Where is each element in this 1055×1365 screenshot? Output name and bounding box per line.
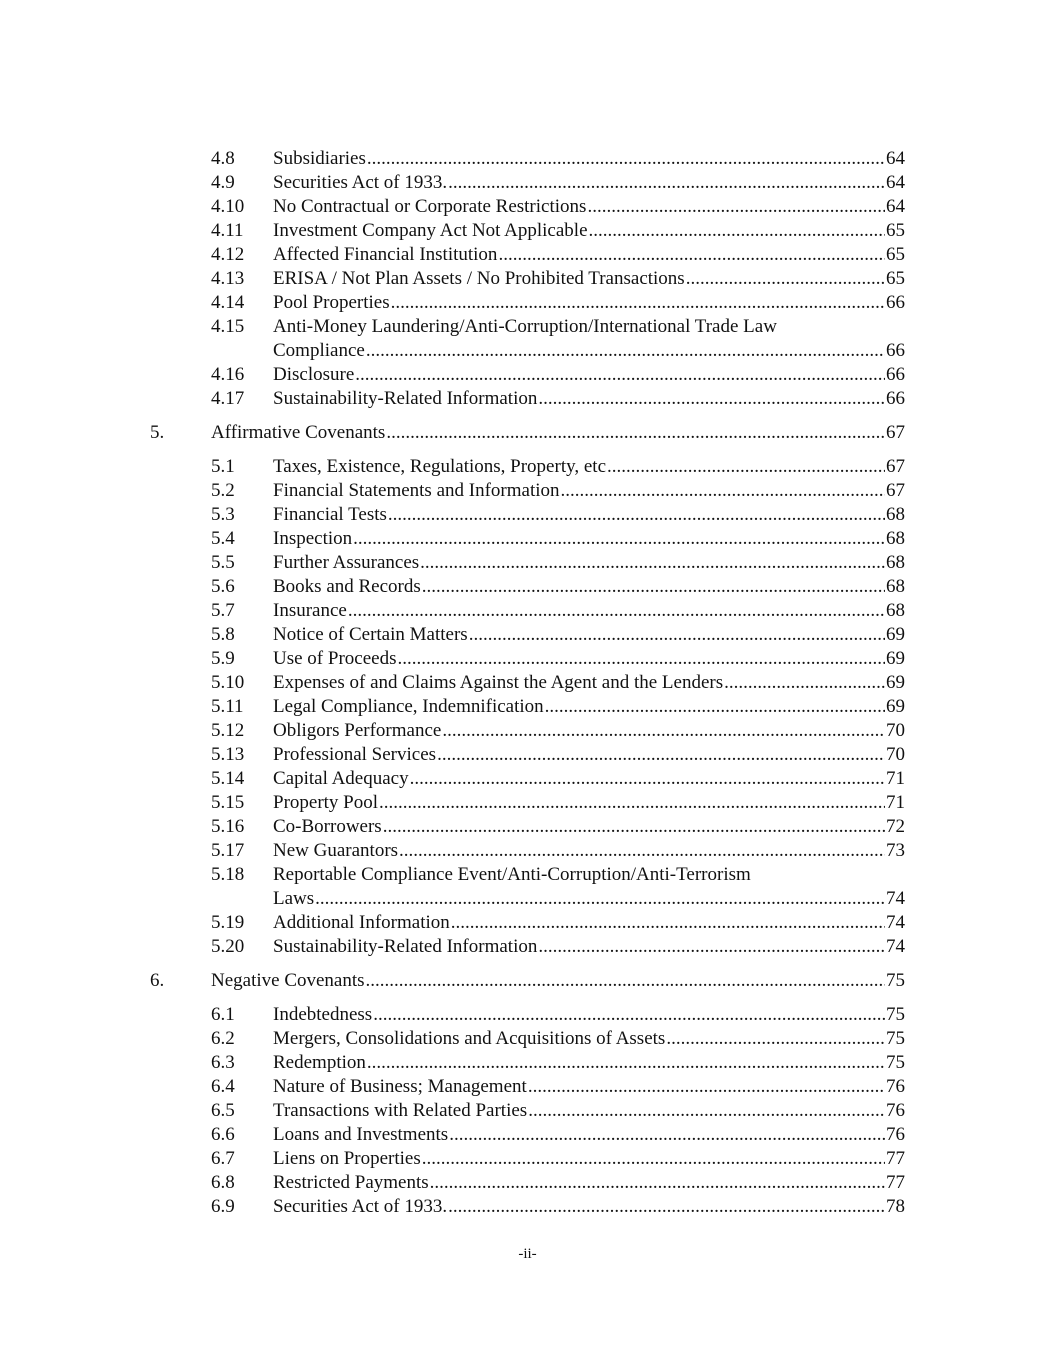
toc-entry — [0, 935, 1055, 959]
dot-leader — [437, 743, 885, 767]
toc-entry — [0, 147, 1055, 171]
toc-entry-page: 78 — [886, 1196, 905, 1217]
toc-entry — [0, 791, 1055, 815]
toc-entry-page: 77 — [886, 1148, 905, 1169]
toc-entry-title: Mergers, Consolidations and Acquisitions of Assets — [273, 1028, 666, 1049]
toc-entry-number: 6.7 — [211, 1148, 235, 1169]
toc-entry-title: Additional Information — [273, 912, 450, 933]
toc-entry-page: 64 — [886, 172, 905, 193]
toc-entry-number: 4.15 — [211, 316, 245, 337]
dot-leader — [422, 1147, 885, 1171]
toc-entry-title: Liens on Properties — [273, 1148, 421, 1169]
toc-entry-page: 74 — [886, 888, 905, 909]
toc-entry-continuation — [0, 887, 1055, 911]
toc-entry-number: 6.1 — [211, 1004, 235, 1025]
dot-leader — [561, 479, 885, 503]
toc-entry-page: 67 — [886, 480, 905, 501]
toc-entry-title: Affirmative Covenants — [211, 422, 386, 443]
toc-entry — [0, 363, 1055, 387]
toc-entry-page: 68 — [886, 528, 905, 549]
toc-entry-number: 5.14 — [211, 768, 245, 789]
toc-entry-page: 74 — [886, 912, 905, 933]
toc-entry — [0, 695, 1055, 719]
toc-entry-title: Subsidiaries — [273, 148, 366, 169]
toc-entry-number: 5.12 — [211, 720, 245, 741]
toc-entry-number: 6.3 — [211, 1052, 235, 1073]
toc-entry-number: 4.16 — [211, 364, 245, 385]
dot-leader — [469, 623, 885, 647]
toc-entry — [0, 1027, 1055, 1051]
toc-entry — [0, 1075, 1055, 1099]
toc-entry-number: 6.2 — [211, 1028, 235, 1049]
dot-leader — [388, 503, 885, 527]
toc-entry-title: Obligors Performance — [273, 720, 442, 741]
toc-entry-title: ERISA / Not Plan Assets / No Prohibited Transactions — [273, 268, 685, 289]
toc-entry-title: Sustainability-Related Information — [273, 936, 538, 957]
toc-entry — [0, 815, 1055, 839]
toc-entry-page: 68 — [886, 600, 905, 621]
toc-entry-number: 5.6 — [211, 576, 235, 597]
toc-entry-number: 5.7 — [211, 600, 235, 621]
toc-entry — [0, 1147, 1055, 1171]
dot-leader — [724, 671, 885, 695]
toc-entry-number: 5.16 — [211, 816, 245, 837]
toc-entry-number: 5.4 — [211, 528, 235, 549]
toc-entry-continuation — [0, 339, 1055, 363]
toc-entry — [0, 503, 1055, 527]
toc-entry — [0, 1171, 1055, 1195]
toc-entry-page: 68 — [886, 576, 905, 597]
toc-entry-number: 5.17 — [211, 840, 245, 861]
dot-leader — [430, 1171, 885, 1195]
toc-entry-title: Pool Properties — [273, 292, 390, 313]
toc-entry-page: 65 — [886, 268, 905, 289]
toc-entry-page: 69 — [886, 624, 905, 645]
dot-leader — [391, 291, 885, 315]
toc-entry-page: 65 — [886, 244, 905, 265]
dot-leader — [353, 527, 885, 551]
toc-entry-number: 6.8 — [211, 1172, 235, 1193]
toc-entry-title: Further Assurances — [273, 552, 420, 573]
toc-entry-title: Affected Financial Institution — [273, 244, 498, 265]
toc-entry-title: Anti-Money Laundering/Anti-Corruption/International Trade Law — [273, 316, 777, 337]
dot-leader — [449, 1123, 885, 1147]
dot-leader — [383, 815, 885, 839]
toc-entry — [0, 1123, 1055, 1147]
toc-entry-title: Co-Borrowers — [273, 816, 382, 837]
toc-entry — [0, 863, 1055, 887]
toc-entry-number: 5. — [150, 422, 165, 443]
toc-entry-number: 4.9 — [211, 172, 235, 193]
toc-entry-number: 4.14 — [211, 292, 245, 313]
toc-entry-number: 6. — [150, 970, 165, 991]
toc-entry — [0, 243, 1055, 267]
toc-entry-title: Taxes, Existence, Regulations, Property, etc — [273, 456, 607, 477]
toc-entry-title: Negative Covenants — [211, 970, 365, 991]
toc-entry-number: 4.8 — [211, 148, 235, 169]
dot-leader — [607, 455, 885, 479]
toc-entry-page: 69 — [886, 696, 905, 717]
toc-entry-title: Property Pool — [273, 792, 379, 813]
toc-entry-title: Indebtedness — [273, 1004, 373, 1025]
toc-entry-page: 72 — [886, 816, 905, 837]
toc-entry-title: Transactions with Related Parties — [273, 1100, 528, 1121]
toc-entry-title-continuation: Compliance — [273, 340, 365, 361]
dot-leader — [367, 1051, 885, 1075]
table-of-contents — [0, 147, 1055, 1219]
toc-entry-page: 65 — [886, 220, 905, 241]
toc-entry-title-continuation: Laws — [273, 888, 315, 909]
toc-entry-number: 6.9 — [211, 1196, 235, 1217]
toc-entry-number: 4.12 — [211, 244, 245, 265]
toc-entry-number: 5.18 — [211, 864, 245, 885]
toc-entry-title: Financial Tests — [273, 504, 387, 525]
toc-entry-title: Restricted Payments — [273, 1172, 429, 1193]
toc-entry-title: Reportable Compliance Event/Anti-Corruption/Anti-Terrorism — [273, 864, 751, 885]
toc-entry-number: 5.20 — [211, 936, 245, 957]
toc-entry — [0, 719, 1055, 743]
toc-entry — [0, 291, 1055, 315]
page-number: -ii- — [518, 1246, 537, 1262]
toc-entry-title: Disclosure — [273, 364, 355, 385]
toc-entry-number: 4.13 — [211, 268, 245, 289]
toc-entry — [0, 599, 1055, 623]
toc-entry-page: 76 — [886, 1124, 905, 1145]
toc-entry-page: 71 — [886, 792, 905, 813]
toc-entry-number: 6.4 — [211, 1076, 235, 1097]
toc-entry-page: 75 — [886, 970, 905, 991]
toc-entry-page: 68 — [886, 504, 905, 525]
toc-entry-number: 5.15 — [211, 792, 245, 813]
toc-entry-title: Professional Services — [273, 744, 437, 765]
toc-entry-title: Sustainability-Related Information — [273, 388, 538, 409]
toc-entry — [0, 1195, 1055, 1219]
dot-leader — [373, 1003, 885, 1027]
toc-entry-number: 6.5 — [211, 1100, 235, 1121]
dot-leader — [587, 195, 885, 219]
toc-entry-page: 76 — [886, 1076, 905, 1097]
toc-entry-title: Securities Act of 1933. — [273, 1196, 448, 1217]
dot-leader — [410, 767, 885, 791]
dot-leader — [399, 839, 885, 863]
toc-entry-title: Loans and Investments — [273, 1124, 449, 1145]
toc-entry-page: 75 — [886, 1052, 905, 1073]
toc-entry — [0, 911, 1055, 935]
toc-entry-title: No Contractual or Corporate Restrictions — [273, 196, 587, 217]
toc-entry — [0, 527, 1055, 551]
dot-leader — [666, 1027, 885, 1051]
toc-entry — [0, 1099, 1055, 1123]
dot-leader — [451, 911, 885, 935]
toc-entry-number: 5.19 — [211, 912, 245, 933]
toc-entry-title: Securities Act of 1933. — [273, 172, 448, 193]
toc-entry-page: 64 — [886, 148, 905, 169]
toc-entry-title: New Guarantors — [273, 840, 399, 861]
toc-entry-title: Legal Compliance, Indemnification — [273, 696, 544, 717]
toc-entry-page: 68 — [886, 552, 905, 573]
toc-entry — [0, 219, 1055, 243]
dot-leader — [448, 171, 885, 195]
toc-entry-number: 5.2 — [211, 480, 235, 501]
dot-leader — [386, 421, 885, 445]
toc-entry-page: 64 — [886, 196, 905, 217]
toc-entry — [0, 267, 1055, 291]
toc-entry-page: 73 — [886, 840, 905, 861]
dot-leader — [348, 599, 885, 623]
toc-entry-page: 67 — [886, 422, 905, 443]
toc-entry — [0, 767, 1055, 791]
toc-entry-number: 6.6 — [211, 1124, 235, 1145]
toc-entry — [0, 387, 1055, 411]
toc-entry-title: Notice of Certain Matters — [273, 624, 468, 645]
toc-entry-number: 5.1 — [211, 456, 235, 477]
toc-entry — [0, 647, 1055, 671]
toc-article — [0, 969, 1055, 993]
dot-leader — [442, 719, 885, 743]
toc-entry-number: 5.13 — [211, 744, 245, 765]
toc-entry-page: 77 — [886, 1172, 905, 1193]
dot-leader — [379, 791, 885, 815]
toc-entry — [0, 195, 1055, 219]
toc-entry-number: 5.5 — [211, 552, 235, 573]
dot-leader — [397, 647, 885, 671]
toc-entry — [0, 575, 1055, 599]
toc-entry-page: 70 — [886, 720, 905, 741]
toc-entry — [0, 1003, 1055, 1027]
toc-entry — [0, 171, 1055, 195]
toc-entry-number: 4.17 — [211, 388, 245, 409]
toc-entry-page: 66 — [886, 340, 905, 361]
toc-entry — [0, 743, 1055, 767]
toc-entry — [0, 671, 1055, 695]
dot-leader — [422, 575, 885, 599]
toc-entry-page: 71 — [886, 768, 905, 789]
toc-entry-title: Expenses of and Claims Against the Agent and the Lenders — [273, 672, 724, 693]
toc-entry-page: 69 — [886, 648, 905, 669]
toc-entry-page: 70 — [886, 744, 905, 765]
toc-entry — [0, 479, 1055, 503]
toc-entry-number: 4.10 — [211, 196, 245, 217]
toc-entry-page: 66 — [886, 364, 905, 385]
toc-entry-title: Investment Company Act Not Applicable — [273, 220, 588, 241]
toc-entry-number: 4.11 — [211, 220, 244, 241]
toc-entry-page: 74 — [886, 936, 905, 957]
toc-entry-number: 5.10 — [211, 672, 245, 693]
toc-entry-number: 5.9 — [211, 648, 235, 669]
toc-entry-title: Nature of Business; Management — [273, 1076, 527, 1097]
toc-entry — [0, 839, 1055, 863]
toc-entry-page: 75 — [886, 1028, 905, 1049]
toc-article — [0, 421, 1055, 445]
toc-entry — [0, 551, 1055, 575]
dot-leader — [366, 969, 885, 993]
dot-leader — [420, 551, 885, 575]
toc-entry-title: Capital Adequacy — [273, 768, 409, 789]
dot-leader — [355, 363, 885, 387]
dot-leader — [686, 267, 885, 291]
toc-entry-number: 5.8 — [211, 624, 235, 645]
dot-leader — [528, 1099, 885, 1123]
toc-entry-title: Use of Proceeds — [273, 648, 397, 669]
toc-entry-title: Redemption — [273, 1052, 366, 1073]
dot-leader — [367, 147, 885, 171]
toc-entry — [0, 623, 1055, 647]
toc-entry — [0, 315, 1055, 339]
dot-leader — [545, 695, 885, 719]
dot-leader — [498, 243, 885, 267]
toc-entry-page: 66 — [886, 292, 905, 313]
toc-entry-number: 5.3 — [211, 504, 235, 525]
dot-leader — [366, 339, 885, 363]
toc-entry-page: 66 — [886, 388, 905, 409]
dot-leader — [448, 1195, 885, 1219]
toc-entry-page: 67 — [886, 456, 905, 477]
dot-leader — [528, 1075, 885, 1099]
dot-leader — [315, 887, 885, 911]
toc-entry-title: Financial Statements and Information — [273, 480, 560, 501]
toc-entry-page: 75 — [886, 1004, 905, 1025]
toc-entry-number: 5.11 — [211, 696, 244, 717]
dot-leader — [538, 387, 885, 411]
toc-entry — [0, 1051, 1055, 1075]
toc-entry-title: Inspection — [273, 528, 353, 549]
toc-entry-page: 69 — [886, 672, 905, 693]
toc-entry-title: Insurance — [273, 600, 347, 621]
toc-entry-title: Books and Records — [273, 576, 421, 597]
toc-entry — [0, 455, 1055, 479]
toc-entry-page: 76 — [886, 1100, 905, 1121]
dot-leader — [589, 219, 885, 243]
dot-leader — [538, 935, 885, 959]
